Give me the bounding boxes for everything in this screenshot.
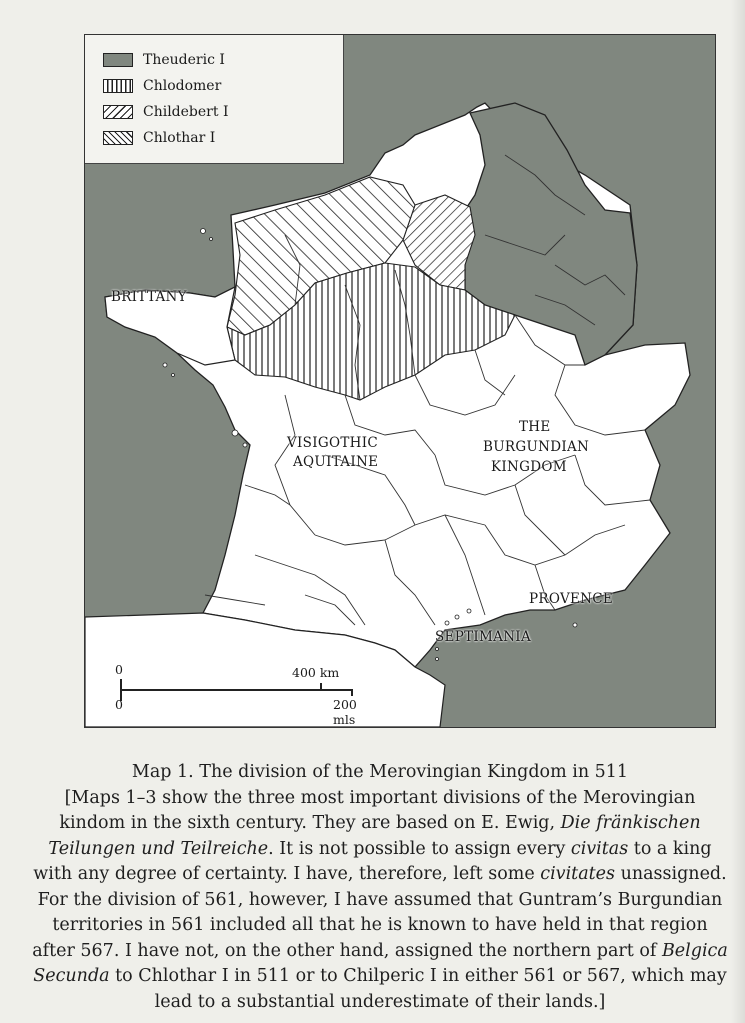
legend-label: Childebert I (143, 104, 229, 120)
legend-label: Chlodomer (143, 78, 222, 94)
caption-text: unassigned. For the division of 561, however, I have assumed that Guntram’s Burgundian territories in 561 included all that he is known to have held in that region after 567. I have not, on the other hand, assigned the northern part of (32, 864, 727, 961)
legend-label: Theuderic I (143, 52, 225, 68)
scale-zero-mls: 0 (115, 697, 123, 712)
label-visigothic: VISIGOTHIC (287, 435, 378, 451)
label-septimania: SEPTIMANIA (435, 629, 531, 645)
legend-item-theuderic (103, 51, 225, 69)
map-caption (30, 760, 730, 1015)
page-edge-shadow (731, 0, 745, 1023)
scale-km-label: 400 km (292, 665, 340, 680)
caption-italic: Belgica Secunda (33, 940, 728, 986)
scale-line-ext (320, 689, 352, 691)
legend-item-childebert (103, 103, 228, 121)
caption-italic: civitates (540, 864, 615, 884)
scale-bar (115, 662, 375, 727)
legend-swatch-reverse-hatch (103, 131, 133, 145)
map-figure (84, 34, 716, 728)
legend-swatch-vertical-hatch (103, 79, 133, 93)
legend-item-chlodomer (103, 77, 221, 95)
caption-text: [Maps 1–3 show the three most important divisions of the Merovingian kindom in the sixth century. They are based on E. Ewig, (59, 787, 696, 833)
label-brittany: BRITTANY (111, 289, 187, 305)
caption-text: . It is not possible to assign every (268, 838, 571, 859)
legend-swatch-solid (103, 53, 133, 67)
caption-italic: Die fränkischen Teilungen und Teilreiche (48, 813, 701, 859)
caption-text: to a king with any degree of certainty. I have, therefore, left some (33, 838, 712, 884)
legend-swatch-diagonal-hatch (103, 105, 133, 119)
scale-zero-km: 0 (115, 662, 123, 677)
legend-label: Chlothar I (143, 130, 216, 146)
caption-text: to Chlothar I in 511 or to Chilperic I in either 561 or 567, which may lead to a substantial underestimate of their lands.] (109, 966, 727, 1012)
caption-italic: civitas (570, 838, 629, 859)
label-burgundian: BURGUNDIAN (483, 439, 590, 455)
map-legend (85, 35, 344, 164)
label-the: THE (519, 419, 551, 435)
legend-item-chlothar (103, 129, 215, 147)
label-provence: PROVENCE (529, 591, 614, 607)
caption-body (30, 786, 730, 1016)
scale-mls-label: 200 mls (333, 697, 357, 727)
label-aquitaine: AQUITAINE (293, 454, 379, 470)
caption-title: Map 1. The division of the Merovingian Kingdom in 511 (131, 762, 629, 782)
label-kingdom: KINGDOM (491, 459, 567, 475)
scale-line (120, 689, 320, 691)
